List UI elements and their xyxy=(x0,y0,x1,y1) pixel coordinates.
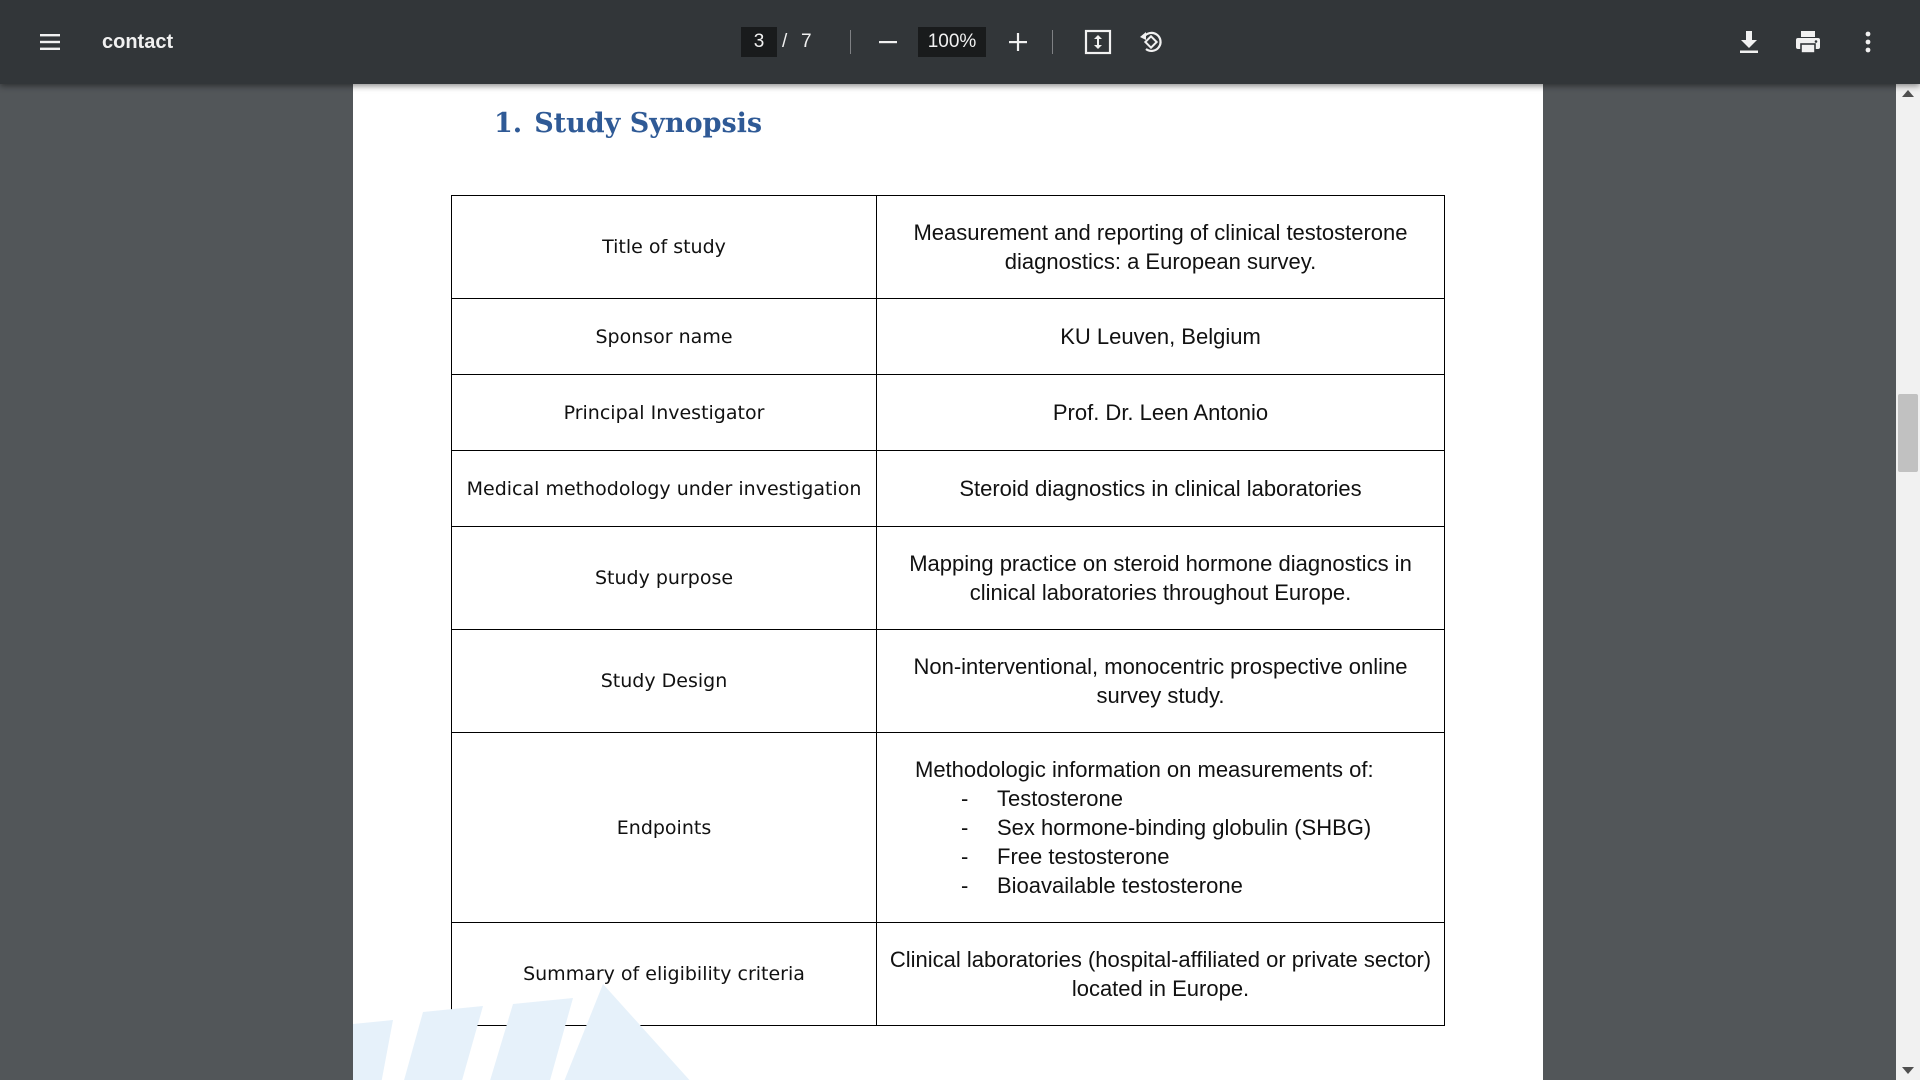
scroll-down-arrow[interactable] xyxy=(1902,1067,1914,1074)
table-row xyxy=(452,527,1445,630)
toolbar-divider xyxy=(1052,30,1053,54)
endpoint-item: Testosterone xyxy=(997,786,1123,811)
row-value: Steroid diagnostics in clinical laboratories xyxy=(877,451,1445,527)
row-value: Clinical laboratories (hospital-affiliated or private sector) located in Europe. xyxy=(877,923,1445,1026)
print-button[interactable] xyxy=(1788,22,1828,62)
section-heading xyxy=(494,106,762,142)
endpoints-list xyxy=(887,784,1434,900)
list-item xyxy=(887,784,1434,813)
list-item xyxy=(887,813,1434,842)
table-row xyxy=(452,733,1445,923)
print-icon xyxy=(1794,29,1822,55)
row-label: Endpoints xyxy=(452,733,877,923)
fit-page-button[interactable] xyxy=(1078,22,1118,62)
fit-page-icon xyxy=(1084,29,1112,55)
endpoint-item: Free testosterone xyxy=(997,844,1170,869)
row-value: Non-interventional, monocentric prospective online survey study. xyxy=(877,630,1445,733)
rotate-icon xyxy=(1137,28,1165,56)
table-row xyxy=(452,299,1445,375)
row-value xyxy=(877,733,1445,923)
row-value: KU Leuven, Belgium xyxy=(877,299,1445,375)
bullet-dash: - xyxy=(961,786,969,811)
bullet-dash: - xyxy=(961,815,969,840)
row-label: Summary of eligibility criteria xyxy=(452,923,877,1026)
list-item xyxy=(887,871,1434,900)
row-label: Study purpose xyxy=(452,527,877,630)
table-row xyxy=(452,630,1445,733)
scroll-up-arrow[interactable] xyxy=(1902,90,1914,97)
pdf-viewer[interactable] xyxy=(0,84,1896,1080)
plus-icon xyxy=(1007,31,1029,53)
download-button[interactable] xyxy=(1729,22,1769,62)
endpoints-intro: Methodologic information on measurements of: xyxy=(915,757,1374,782)
more-vert-icon xyxy=(1864,30,1872,54)
document-title: contact xyxy=(102,31,174,53)
pdf-toolbar xyxy=(0,0,1920,84)
zoom-in-button[interactable] xyxy=(998,22,1038,62)
row-label: Medical methodology under investigation xyxy=(452,451,877,527)
endpoint-item: Bioavailable testosterone xyxy=(997,873,1243,898)
page-separator: / xyxy=(782,31,788,52)
bullet-dash: - xyxy=(961,844,969,869)
download-icon xyxy=(1737,29,1761,55)
row-value: Mapping practice on steroid hormone diagnostics in clinical laboratories throughout Europe. xyxy=(877,527,1445,630)
minus-icon xyxy=(877,31,899,53)
zoom-out-button[interactable] xyxy=(868,22,908,62)
list-item xyxy=(887,842,1434,871)
more-options-button[interactable] xyxy=(1848,22,1888,62)
zoom-level-input[interactable] xyxy=(918,27,986,57)
table-row xyxy=(452,375,1445,451)
row-label: Study Design xyxy=(452,630,877,733)
pdf-page xyxy=(353,84,1543,1080)
section-title: Study Synopsis xyxy=(534,108,763,139)
synopsis-table xyxy=(451,195,1445,1026)
menu-icon[interactable] xyxy=(30,22,70,62)
row-label: Sponsor name xyxy=(452,299,877,375)
vertical-scrollbar[interactable] xyxy=(1896,84,1920,1080)
table-row xyxy=(452,451,1445,527)
row-label: Title of study xyxy=(452,196,877,299)
page-number-input[interactable] xyxy=(741,27,777,57)
rotate-button[interactable] xyxy=(1131,22,1171,62)
scroll-thumb[interactable] xyxy=(1898,394,1918,472)
page-total: 7 xyxy=(801,31,812,52)
table-row xyxy=(452,196,1445,299)
watermark-graphic xyxy=(353,984,773,1080)
row-value: Measurement and reporting of clinical testosterone diagnostics: a European survey. xyxy=(877,196,1445,299)
section-number: 1. xyxy=(494,108,523,139)
row-label: Principal Investigator xyxy=(452,375,877,451)
bullet-dash: - xyxy=(961,873,969,898)
endpoint-item: Sex hormone-binding globulin (SHBG) xyxy=(997,815,1372,840)
row-value: Prof. Dr. Leen Antonio xyxy=(877,375,1445,451)
toolbar-divider xyxy=(850,30,851,54)
